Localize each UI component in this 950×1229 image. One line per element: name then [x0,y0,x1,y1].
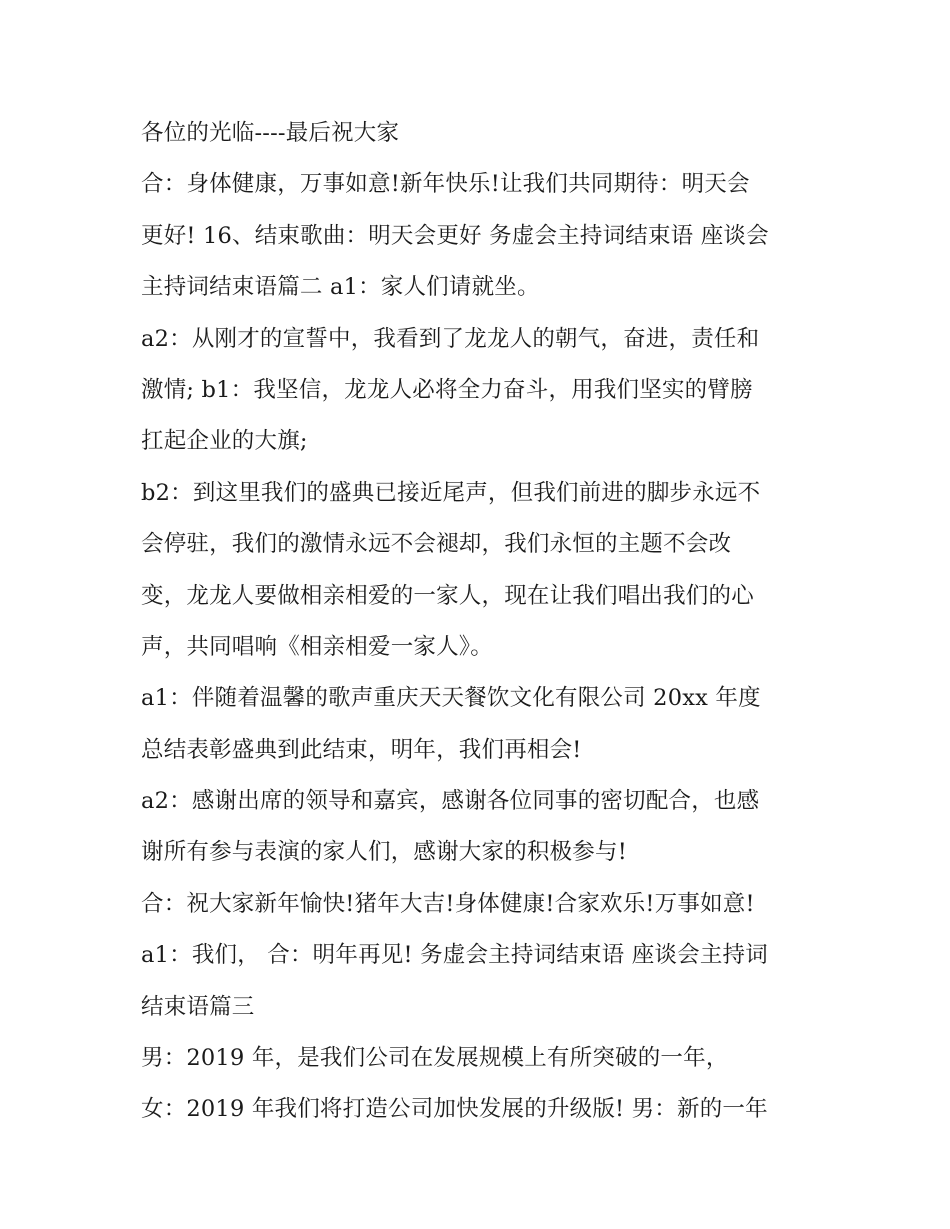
text-line: 合：祝大家新年愉快!猪年大吉!身体健康!合家欢乐!万事如意! [141,890,755,917]
text-line: 总结表彰盛典到此结束，明年，我们再相会! [141,736,582,763]
text-line: 变，龙龙人要做相亲相爱的一家人，现在让我们唱出我们的心 [141,582,754,609]
text-line: a2：感谢出席的领导和嘉宾，感谢各位同事的密切配合，也感 [141,788,760,815]
text-line: a1：伴随着温馨的歌声重庆天天餐饮文化有限公司 20xx 年度 [141,685,761,712]
text-line: 结束语篇三 [141,993,255,1020]
text-line: b2：到这里我们的盛典已接近尾声，但我们前进的脚步永远不 [141,479,761,506]
text-line: 会停驻，我们的激情永远不会褪却，我们永恒的主题不会改 [141,531,732,558]
document-body [141,108,821,1136]
text-line: a1：我们， 合：明年再见! 务虚会主持词结束语 座谈会主持词 [141,942,768,969]
text-line: 激情; b1：我坚信，龙龙人必将全力奋斗，用我们坚实的臂膀 [141,376,753,403]
text-line: 各位的光临----最后祝大家 [141,120,400,146]
text-line: 谢所有参与表演的家人们，感谢大家的积极参与! [141,839,627,866]
text-line: 声，共同唱响《相亲相爱一家人》。 [141,633,493,660]
text-line: a2：从刚才的宣誓中，我看到了龙龙人的朝气，奋进，责任和 [141,325,760,352]
text-line: 女：2019 年我们将打造公司加快发展的升级版! 男：新的一年 [141,1096,768,1123]
text-line: 主持词结束语篇二 a1：家人们请就坐。 [141,274,540,301]
text-line: 扛起企业的大旗; [141,428,308,455]
text-line: 更好! 16、结束歌曲：明天会更好 务虚会主持词结束语 座谈会 [141,222,769,249]
text-line: 男：2019 年，是我们公司在发展规模上有所突破的一年， [141,1045,729,1072]
text-line: 合：身体健康，万事如意!新年快乐!让我们共同期待：明天会 [141,171,750,198]
